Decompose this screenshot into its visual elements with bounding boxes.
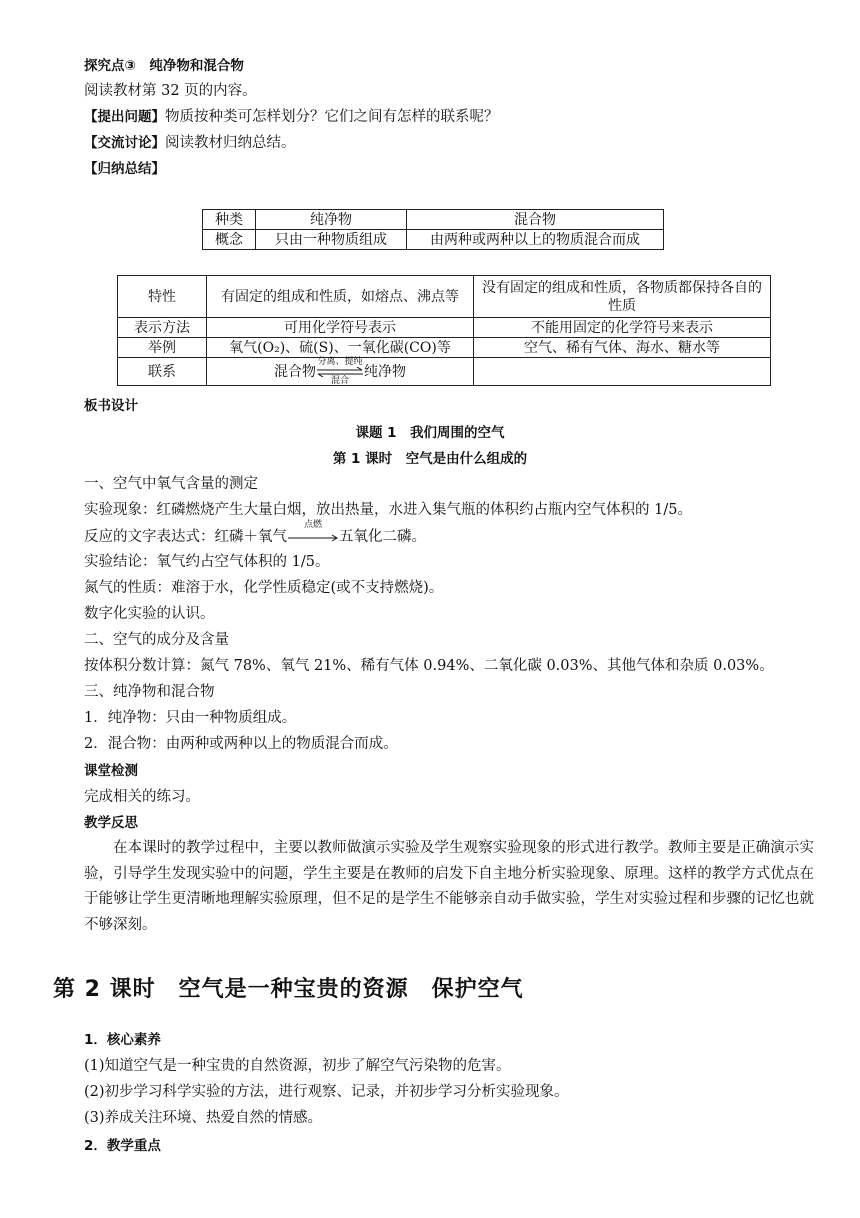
discuss-tag: 【交流讨论】 [84, 135, 165, 151]
board-s1-digital: 数字化实验的认识。 [84, 606, 215, 622]
table-cell: 特性 [118, 276, 207, 318]
reaction-arrow-icon [287, 520, 339, 546]
section3-heading: 探究点③ 纯净物和混合物 [84, 58, 244, 74]
board-title2: 第 1 课时 空气是由什么组成的 [332, 451, 528, 467]
table-cell: 氧气(O₂)、硫(S)、一氧化碳(CO)等 [207, 338, 474, 358]
table-row [118, 276, 771, 318]
table-cell: 举例 [118, 338, 207, 358]
table-cell: 混合物 [407, 210, 664, 230]
table-cell [474, 358, 771, 386]
board-heading: 板书设计 [84, 398, 138, 414]
board-s2-content: 按体积分数计算：氮气 78%、氧气 21%、稀有气体 0.94%、二氧化碳 0.03%、其他气体和杂质 0.03%。 [84, 658, 774, 674]
table-types [202, 209, 664, 250]
board-s3-1: 1．纯净物：只由一种物质组成。 [84, 710, 297, 726]
relation-left: 混合物 [274, 363, 316, 380]
check-heading: 课堂检测 [84, 763, 138, 779]
reaction-condition: 点燃 [303, 520, 322, 530]
reflection-heading: 教学反思 [84, 815, 138, 831]
core-item-1: (1)知道空气是一种宝贵的自然资源，初步了解空气污染物的危害。 [84, 1058, 511, 1074]
section3-read: 阅读教材第 32 页的内容。 [84, 83, 257, 99]
arrow-bottom-label: 混合 [330, 375, 349, 386]
core-item-2: (2)初步学习科学实验的方法，进行观察、记录，并初步学习分析实验现象。 [84, 1084, 569, 1100]
table-cell: 有固定的组成和性质，如熔点、沸点等 [207, 276, 474, 318]
reversible-arrow-icon [316, 356, 364, 386]
table-cell: 不能用固定的化学符号来表示 [474, 318, 771, 338]
table-row [203, 210, 664, 230]
board-s1-conclusion: 实验结论：氧气约占空气体积的 1/5。 [84, 554, 330, 570]
board-s1: 一、空气中氧气含量的测定 [84, 476, 258, 492]
question-tag: 【提出问题】 [84, 109, 165, 125]
reflection-paragraph: 在本课时的教学过程中，主要以教师做演示实验及学生观察实验现象的形式进行教学。教师主要是正确演示实验，引导学生发现实验中的问题，学生主要是在教师的启发下自主地分析实验现象、原理。这样的教学方式优点在于能够让学生更清晰地理解实验原理，但不足的是学生不能够亲自动手做实验，学生对实验过程和步骤的记忆也就不够深刻。 [84, 840, 814, 933]
question-line [84, 108, 499, 126]
table-properties [117, 275, 771, 386]
table-row [118, 338, 771, 358]
board-s3-2: 2．混合物：由两种或两种以上的物质混合而成。 [84, 736, 398, 752]
table-row [118, 318, 771, 338]
table-cell: 空气、稀有气体、海水、糖水等 [474, 338, 771, 358]
table-cell: 种类 [203, 210, 256, 230]
question-text: 物质按种类可怎样划分？它们之间有怎样的联系呢？ [165, 109, 499, 125]
table-cell: 纯净物 [256, 210, 407, 230]
core-heading: 1．核心素养 [84, 1032, 161, 1048]
arrow-top-label: 分离、提纯 [317, 356, 363, 367]
table-cell: 表示方法 [118, 318, 207, 338]
board-s1-phenomenon: 实验现象：红磷燃烧产生大量白烟，放出热量，水进入集气瓶的体积约占瓶内空气体积的 1/5。 [84, 502, 692, 518]
core-item-3: (3)养成关注环境、热爱自然的情感。 [84, 1110, 323, 1126]
table-cell: 联系 [118, 358, 207, 386]
board-s3: 三、纯净物和混合物 [84, 684, 215, 700]
arrow-line-icon [287, 534, 339, 542]
table-cell: 只由一种物质组成 [256, 230, 407, 250]
board-s1-nitrogen: 氮气的性质：难溶于水，化学性质稳定(或不支持燃烧)。 [84, 580, 444, 596]
board-s2: 二、空气的成分及含量 [84, 632, 229, 648]
equation-pre: 反应的文字表达式：红磷＋氧气 [84, 529, 287, 545]
relation-cell [207, 358, 474, 386]
table-cell: 没有固定的组成和性质，各物质都保持各自的性质 [474, 276, 771, 318]
key-heading: 2．教学重点 [84, 1138, 161, 1154]
discuss-text: 阅读教材归纳总结。 [165, 135, 296, 151]
relation-right: 纯净物 [364, 363, 406, 380]
lesson2-title: 第 2 课时 空气是一种宝贵的资源 保护空气 [53, 977, 524, 1002]
table-row [203, 230, 664, 250]
table-cell: 由两种或两种以上的物质混合而成 [407, 230, 664, 250]
table-row [118, 358, 771, 386]
equation-post: 五氧化二磷。 [339, 529, 426, 545]
table-cell: 可用化学符号表示 [207, 318, 474, 338]
table-cell: 概念 [203, 230, 256, 250]
discuss-line [84, 134, 296, 152]
summary-tag: 【归纳总结】 [84, 161, 165, 177]
board-equation [84, 520, 426, 546]
board-title1: 课题 1 我们周围的空气 [355, 425, 505, 441]
check-content: 完成相关的练习。 [84, 789, 200, 805]
